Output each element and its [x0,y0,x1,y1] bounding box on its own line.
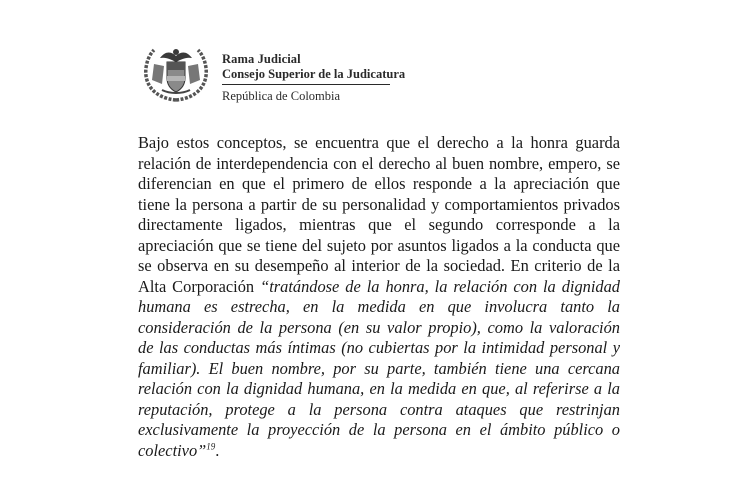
quote-end: colectivo” [138,440,207,460]
text-line: se observa en su desempeño al interior de la sociedad. En criterio de la [138,256,620,275]
country-name: República de Colombia [222,89,341,103]
text-line: diferencian en que el primero de ellos responde a la apreciación que [138,174,620,193]
period: . [215,440,220,460]
letterhead [140,36,406,106]
text-line: relación de interdependencia con el derecho al buen nombre, empero, se [138,153,620,173]
quote-line: familiar). El buen nombre, por su parte, también tiene una cercana [138,358,620,378]
coat-of-arms-icon [140,40,212,104]
text-line: Bajo estos conceptos, se encuentra que el derecho a la honra guarda [138,133,620,152]
quote-line: reputación, protege a la persona contra ataques que restrinjan [138,399,620,419]
letterhead-divider [222,84,390,85]
text-line: apreciación que se tiene del sujeto por asuntos ligados a la conducta que [138,235,620,255]
quote-start: “tratándose de la honra, la relación con la dignidad [260,276,620,296]
institution-name [222,52,405,104]
text-line: tiene la persona a partir de su personalidad y comportamientos privados [138,194,620,214]
footnote-reference[interactable]: 19 [206,441,216,452]
quote-line: de las conductas más íntimas (no cubiertas por la intimidad personal y [138,338,620,357]
quote-line: humana es estrecha, en la medida en que involucra tanto la [138,297,620,316]
body-paragraph [138,133,620,461]
council-name: Consejo Superior de la Judicatura [222,67,406,81]
text-line [138,277,620,298]
text-line: directamente ligados, mientras que el segundo corresponde a la [138,215,620,234]
quote-line: consideración de la persona (en su valor propio), como la valoración [138,317,620,337]
quote-line: exclusivamente la proyección de la persona en el ámbito público o [138,420,620,439]
quote-end-line [138,441,620,462]
branch-name: Rama Judicial [222,52,301,66]
text-normal: Alta Corporación [138,276,261,296]
quote-line: relación con la dignidad humana, en la medida en que, al referirse a la [138,379,620,398]
